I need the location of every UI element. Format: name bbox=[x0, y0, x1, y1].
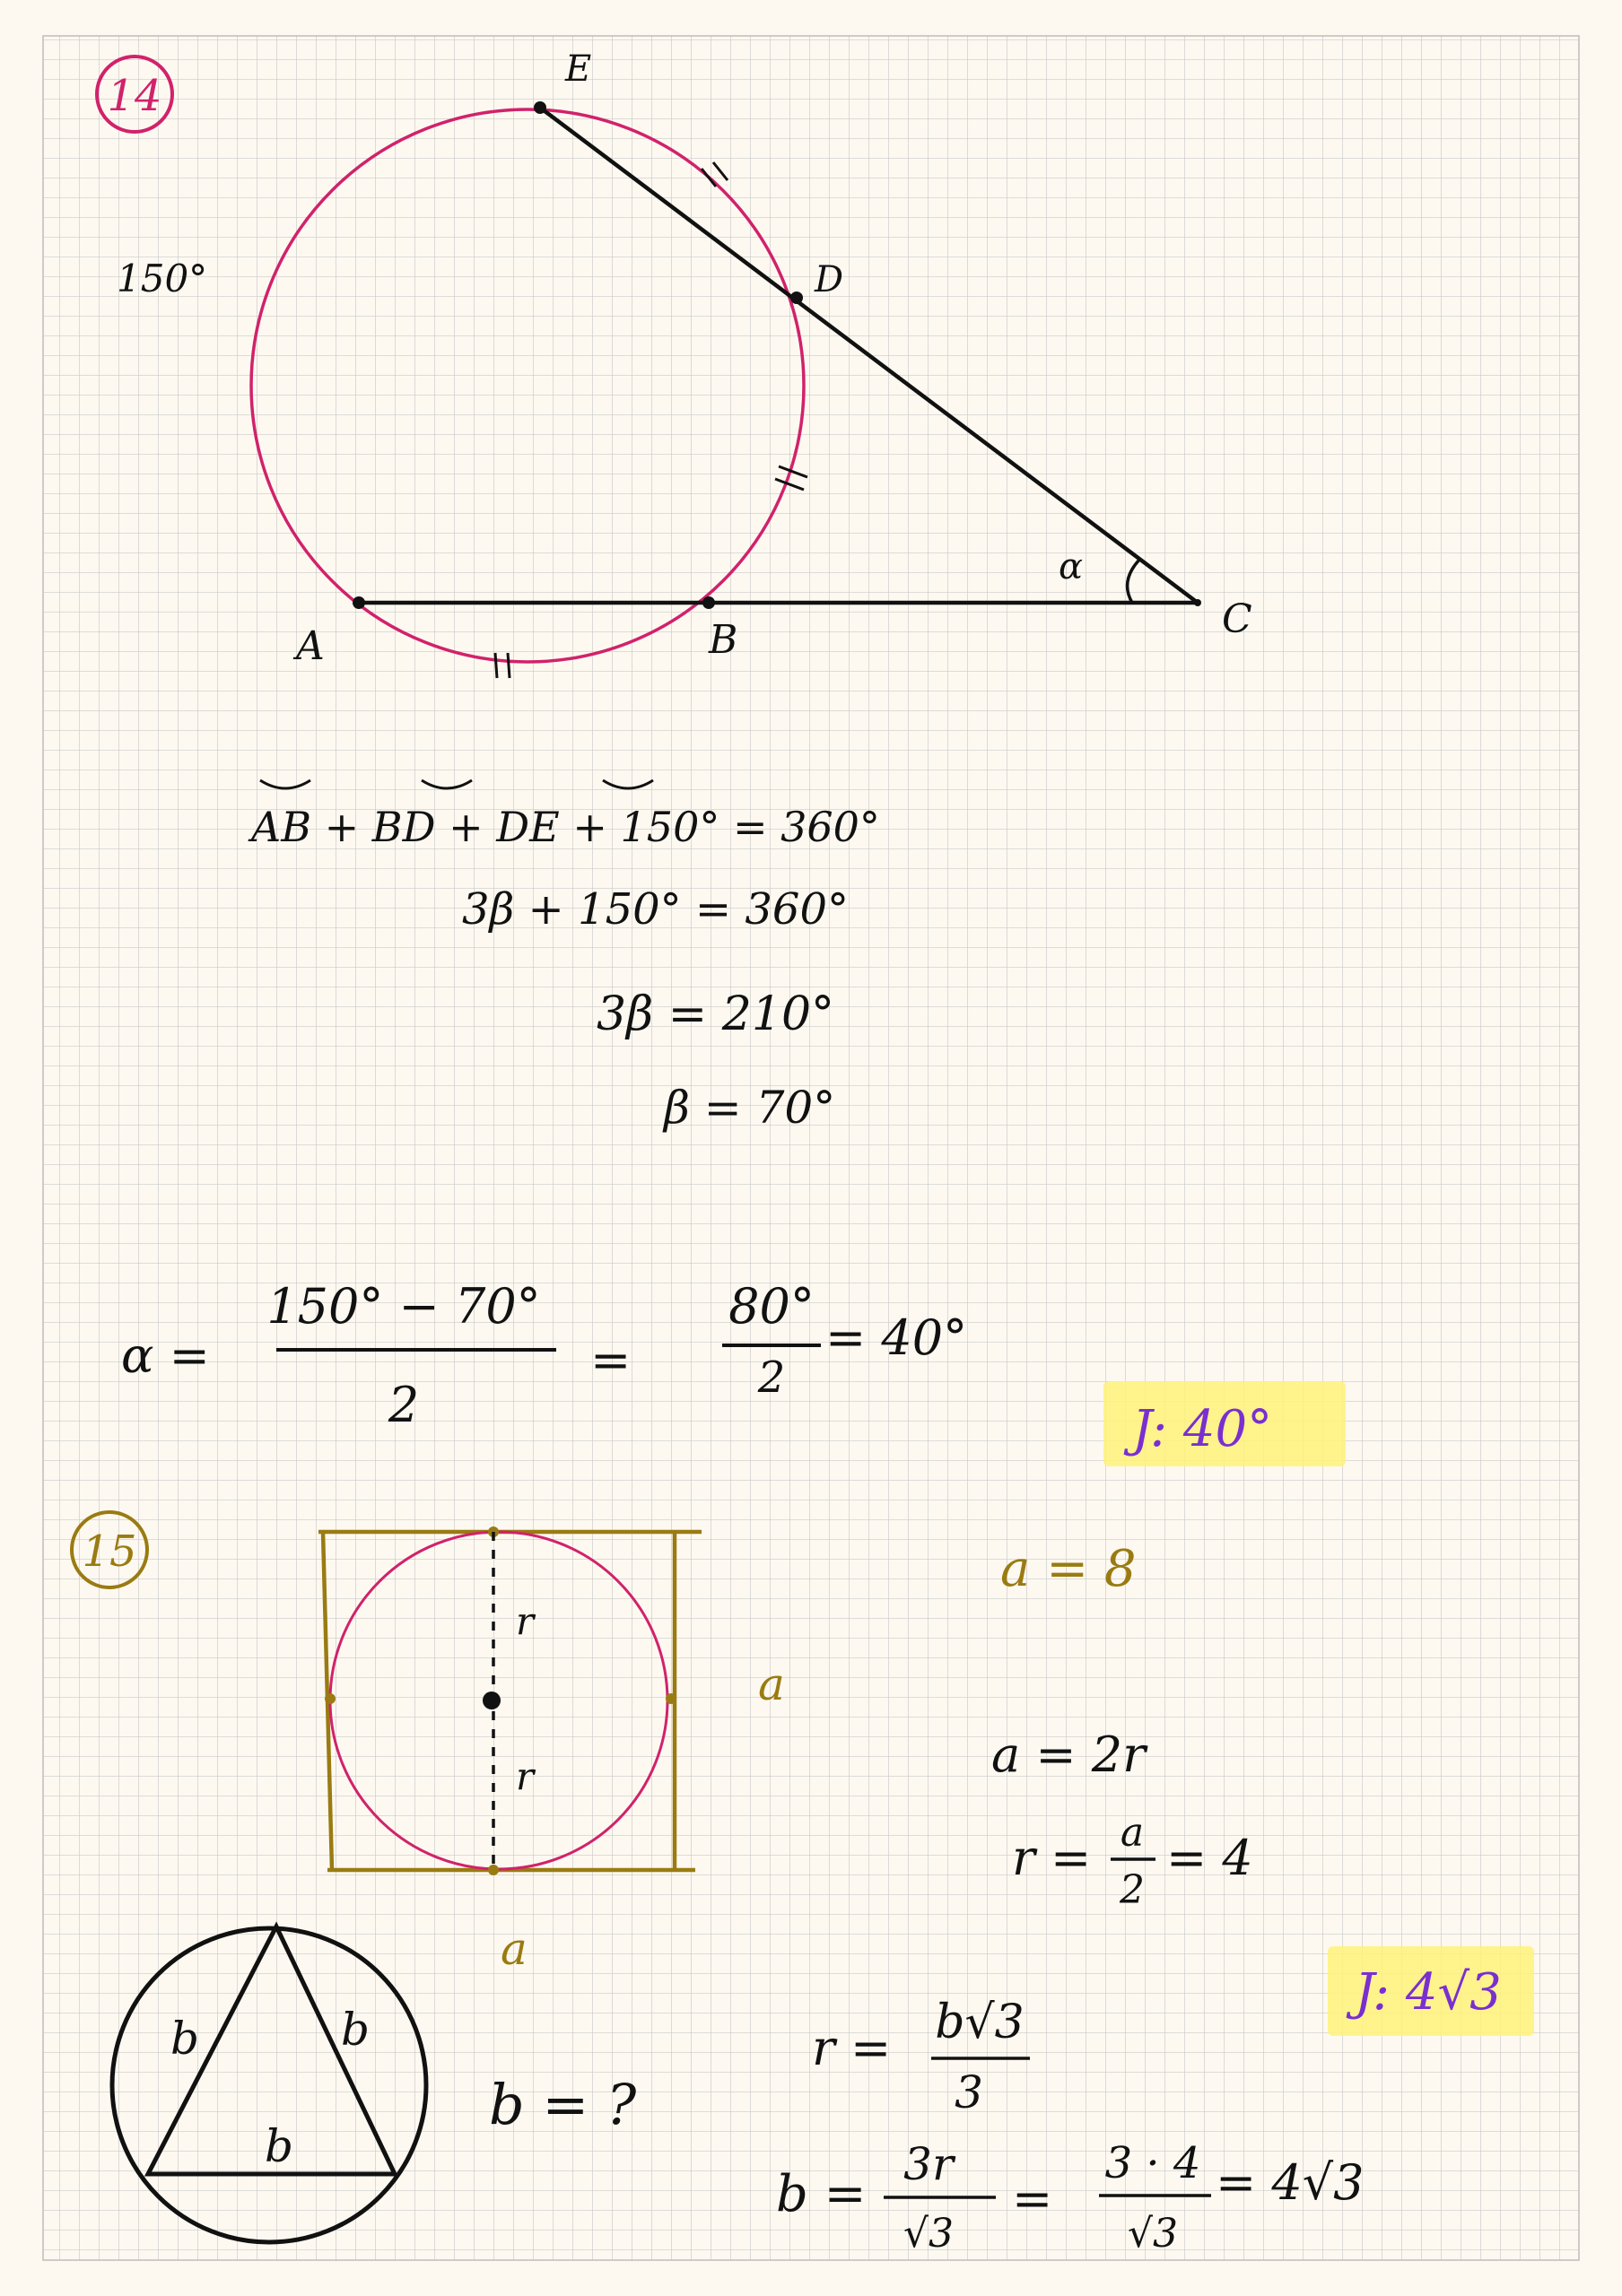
tangent-right bbox=[666, 1693, 676, 1704]
eq4-denom1: √3 bbox=[903, 2211, 955, 2257]
alpha-denominator: 2 bbox=[388, 1377, 420, 1433]
triangle-side-right: b bbox=[341, 2004, 371, 2056]
eq-r-lhs: r = bbox=[1012, 1830, 1092, 1886]
step-4: β = 70° bbox=[664, 1082, 836, 1134]
center-point bbox=[483, 1692, 501, 1709]
eq-r-result: = 4 bbox=[1166, 1830, 1253, 1886]
answer-14: J: 40° bbox=[1132, 1400, 1273, 1458]
eq3-numer: b√3 bbox=[935, 1996, 1025, 2049]
problem-number: 14 bbox=[107, 71, 162, 121]
step-2: 3β + 150° = 360° bbox=[462, 884, 849, 935]
alpha-numerator: 150° − 70° bbox=[266, 1278, 541, 1335]
triangle-side-bottom: b bbox=[265, 2120, 294, 2172]
point-D bbox=[790, 291, 803, 304]
label-E: E bbox=[565, 48, 592, 90]
point-A bbox=[353, 596, 365, 609]
eq4-eq: = bbox=[1012, 2170, 1053, 2227]
outside-arc-label: 150° bbox=[117, 257, 208, 300]
problem-number-15: 15 bbox=[82, 1526, 137, 1577]
label-C: C bbox=[1222, 596, 1252, 642]
label-A: A bbox=[296, 623, 325, 669]
eq4-numer1: 3r bbox=[903, 2138, 954, 2190]
eq-r-numer: a bbox=[1120, 1810, 1145, 1856]
eq4-result: = 4√3 bbox=[1216, 2154, 1365, 2211]
radius-label-top: r bbox=[516, 1599, 535, 1643]
eq3-denom: 3 bbox=[955, 2066, 983, 2118]
alpha-denominator-2: 2 bbox=[757, 1352, 786, 1403]
point-C bbox=[1194, 599, 1201, 606]
a-value: a = 8 bbox=[1000, 1540, 1137, 1598]
side-label-bottom: a bbox=[501, 1923, 528, 1975]
step-1: AB + BD + DE + 150° = 360° bbox=[251, 803, 880, 851]
point-B bbox=[702, 596, 715, 609]
step-3: 3β = 210° bbox=[597, 987, 835, 1041]
eq-r-denom: 2 bbox=[1120, 1867, 1145, 1913]
eq4-numer2: 3 · 4 bbox=[1104, 2138, 1201, 2188]
b-question: b = ? bbox=[489, 2072, 637, 2137]
eq4-lhs: b = bbox=[776, 2165, 867, 2223]
label-D: D bbox=[815, 259, 844, 300]
label-B: B bbox=[709, 617, 738, 663]
eq4-denom2: √3 bbox=[1127, 2211, 1179, 2257]
label-alpha: α bbox=[1059, 546, 1084, 587]
radius-label-bottom: r bbox=[516, 1754, 535, 1798]
side-label-right: a bbox=[758, 1658, 785, 1710]
alpha-equals: = bbox=[590, 1332, 632, 1388]
answer-15: J: 4√3 bbox=[1355, 1963, 1502, 2022]
triangle-side-left: b bbox=[170, 2013, 200, 2065]
tangent-left bbox=[325, 1693, 336, 1704]
eq-a-2r: a = 2r bbox=[991, 1726, 1146, 1783]
eq3-lhs: r = bbox=[812, 2020, 892, 2076]
alpha-lhs: α = bbox=[121, 1327, 210, 1384]
alpha-numerator-2: 80° bbox=[728, 1278, 815, 1335]
point-E bbox=[534, 101, 546, 114]
alpha-result: = 40° bbox=[825, 1309, 968, 1366]
